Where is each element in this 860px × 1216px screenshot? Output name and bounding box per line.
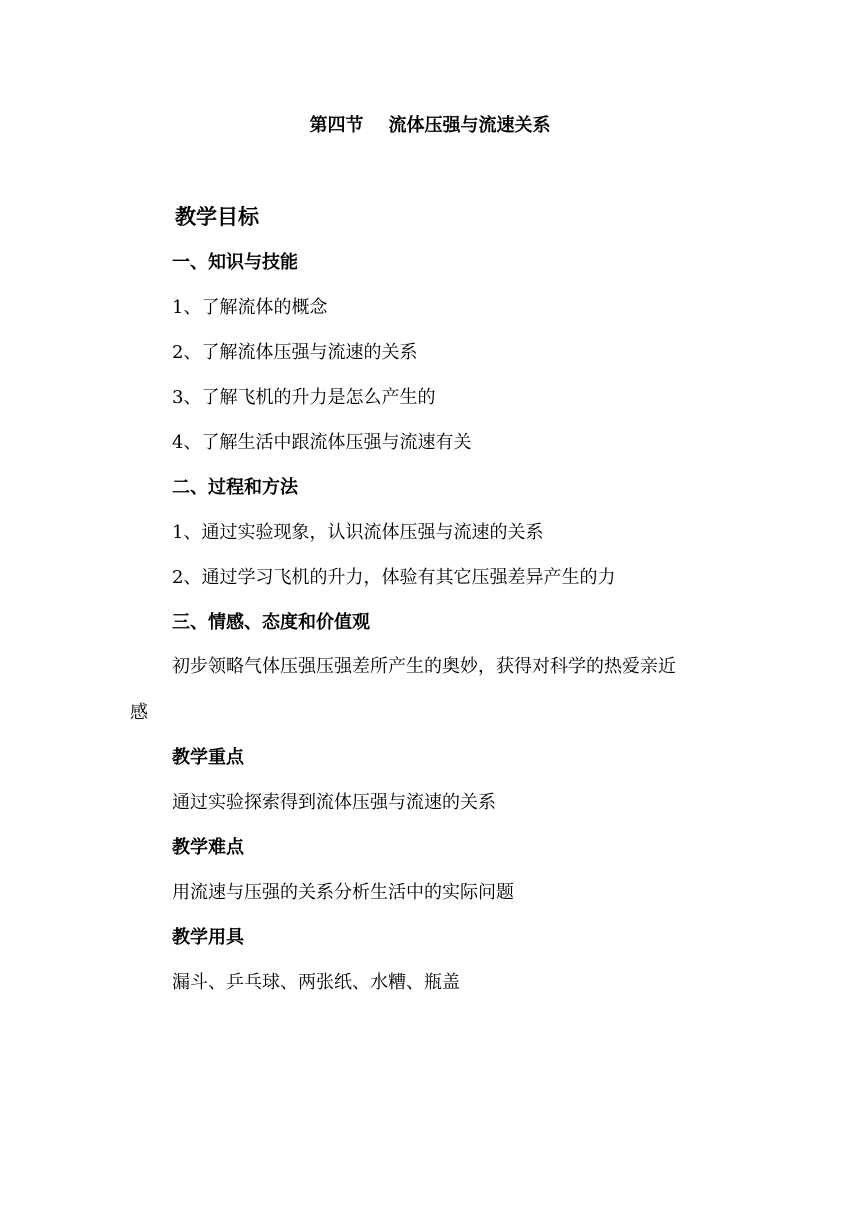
difficulties-heading: 教学难点 xyxy=(172,837,244,858)
list-item: 3、了解飞机的升力是怎么产生的 xyxy=(172,387,436,408)
list-item: 1、通过实验现象，认识流体压强与流速的关系 xyxy=(172,522,544,543)
difficulties-text: 用流速与压强的关系分析生活中的实际问题 xyxy=(172,882,514,903)
section-attitude-heading: 三、情感、态度和价值观 xyxy=(172,612,370,633)
objectives-heading: 教学目标 xyxy=(175,205,259,229)
key-points-heading: 教学重点 xyxy=(172,747,244,768)
attitude-paragraph-line1: 初步领略气体压强压强差所产生的奥妙，获得对科学的热爱亲近 xyxy=(172,656,676,677)
section-process-heading: 二、过程和方法 xyxy=(172,477,298,498)
attitude-paragraph-line2: 感 xyxy=(130,702,148,723)
list-item: 2、了解流体压强与流速的关系 xyxy=(172,342,418,363)
key-points-text: 通过实验探索得到流体压强与流速的关系 xyxy=(172,792,496,813)
tools-heading: 教学用具 xyxy=(172,927,244,948)
page-title: 第四节 流体压强与流速关系 xyxy=(309,115,551,136)
list-item: 1、了解流体的概念 xyxy=(172,297,328,318)
tools-text: 漏斗、乒乓球、两张纸、水糟、瓶盖 xyxy=(172,972,460,993)
list-item: 2、通过学习飞机的升力，体验有其它压强差异产生的力 xyxy=(172,567,616,588)
list-item: 4、了解生活中跟流体压强与流速有关 xyxy=(172,432,472,453)
section-knowledge-heading: 一、知识与技能 xyxy=(172,252,298,273)
